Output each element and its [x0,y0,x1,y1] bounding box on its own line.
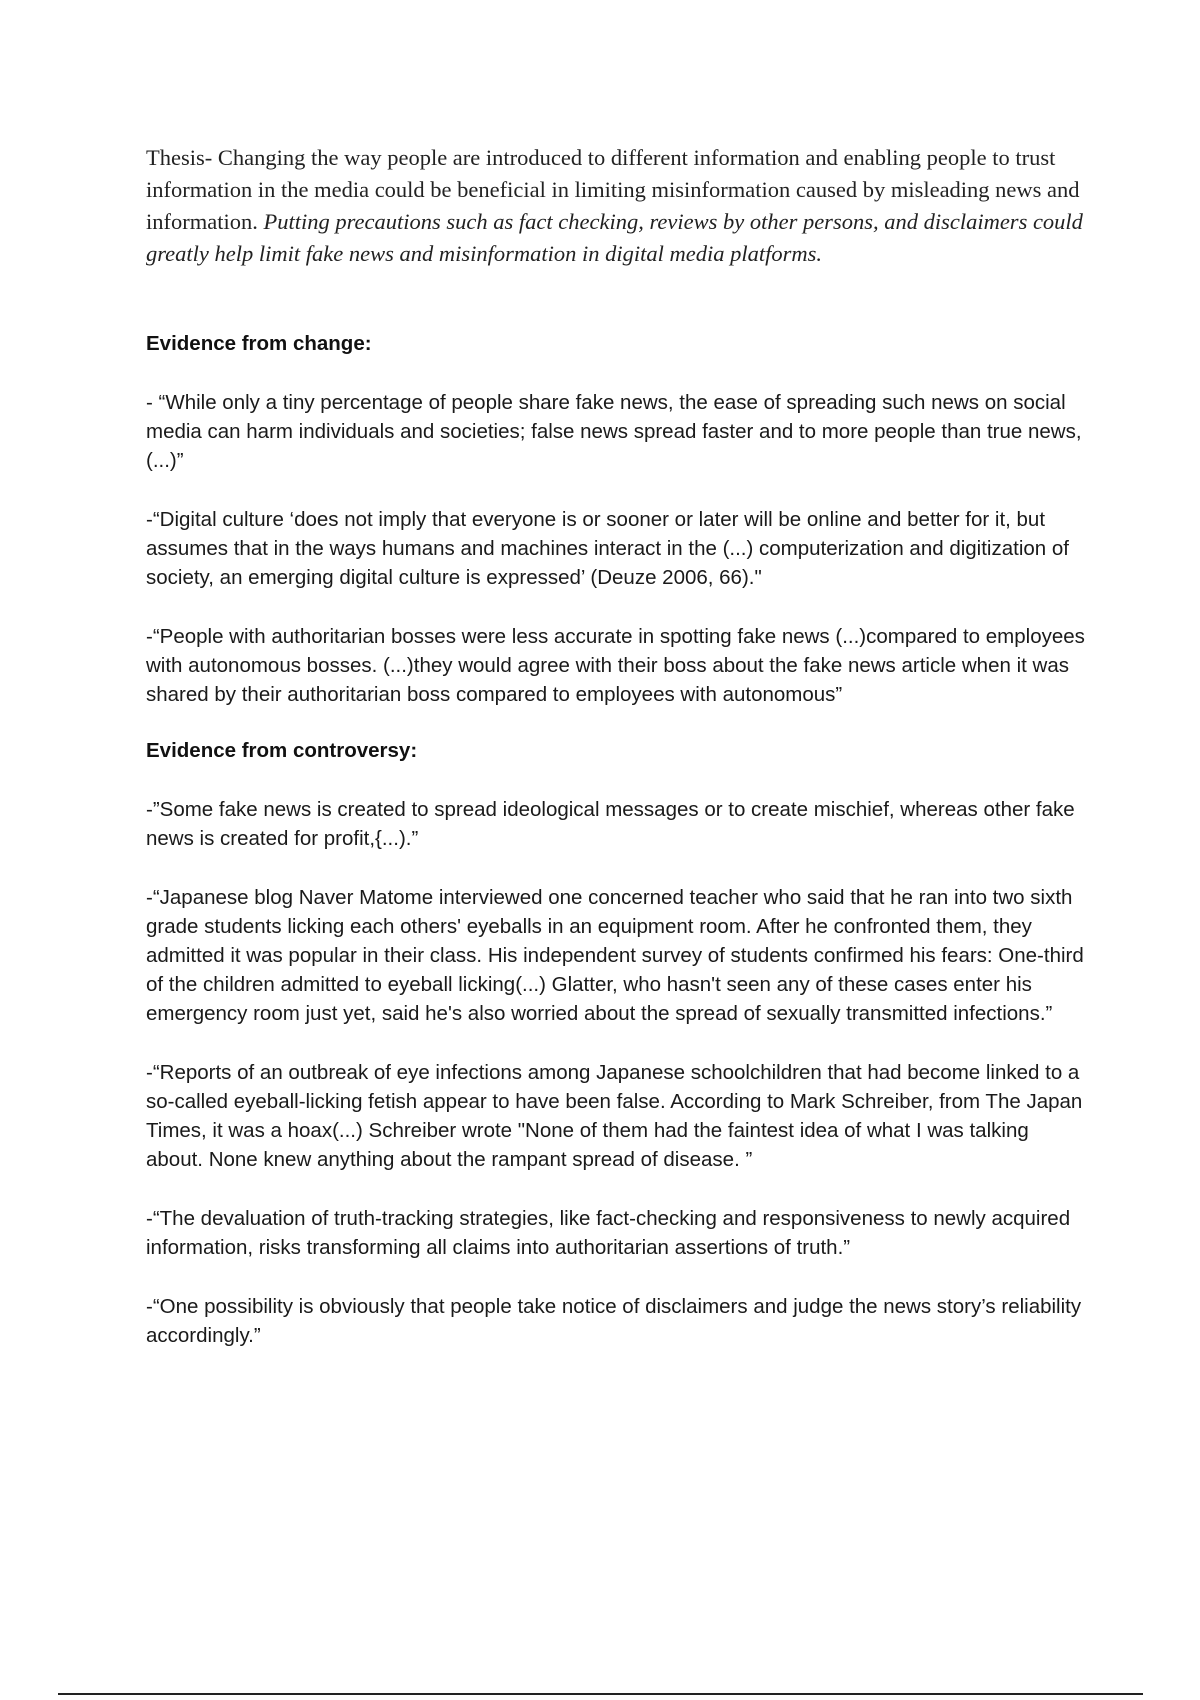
document-page [146,142,1091,1350]
thesis-statement: Thesis- Changing the way people are introduced to different information and enabling people to trust information in the media could be beneficial in limiting misinformation caused by misleading news and information. [146,145,1080,234]
controversy-quote-1: -”Some fake news is created to spread ideological messages or to create mischief, whereas other fake news is created for profit,{...).” [146,798,1075,850]
controversy-quote-2: -“Japanese blog Naver Matome interviewed one concerned teacher who said that he ran into two sixth grade students licking each others' eyeballs in an equipment room. After he confronted them, they admitted it was popular in their class. His independent survey of students confirmed his fears: One-third of the children admitted to eyeball licking(...) Glatter, who hasn't seen any of these cases enter his emergency room just yet, said he's also worried about the spread of sexually transmitted infections.” [146,886,1084,1025]
change-quote-2: -“Digital culture ‘does not imply that everyone is or sooner or later will be online and better for it, but assumes that in the ways humans and machines interact in the (...) computerization and digitization of society, an emerging digital culture is expressed’ (Deuze 2006, 66)." [146,508,1069,589]
heading-evidence-from-change: Evidence from change: [146,332,372,355]
thesis-italic-statement: Putting precautions such as fact checking, reviews by other persons, and disclaimers could greatly help limit fake news and misinformation in digital media platforms. [146,209,1083,266]
change-quote-1: - “While only a tiny percentage of people share fake news, the ease of spreading such news on social media can harm individuals and societies; false news spread faster and to more people than true news,(...)” [146,391,1082,472]
controversy-quote-3: -“Reports of an outbreak of eye infections among Japanese schoolchildren that had become linked to a so-called eyeball-licking fetish appear to have been false. According to Mark Schreiber, from The Japan Times, it was a hoax(...) Schreiber wrote "None of them had the faintest idea of what I was talking about. None knew anything about the rampant spread of disease. ” [146,1061,1083,1171]
change-quote-3: -“People with authoritarian bosses were less accurate in spotting fake news (...)compared to employees with autonomous bosses. (...)they would agree with their boss about the fake news article when it was shared by their authoritarian boss compared to employees with autonomous” [146,625,1085,706]
heading-evidence-from-controversy: Evidence from controversy: [146,739,418,762]
controversy-quote-4: -“The devaluation of truth-tracking strategies, like fact-checking and responsiveness to newly acquired information, risks transforming all claims into authoritarian assertions of truth.” [146,1207,1071,1259]
page-bottom-divider [58,1693,1143,1695]
controversy-quote-5: -“One possibility is obviously that people take notice of disclaimers and judge the news story’s reliability accordingly.” [146,1295,1082,1347]
thesis-paragraph [146,142,1091,270]
